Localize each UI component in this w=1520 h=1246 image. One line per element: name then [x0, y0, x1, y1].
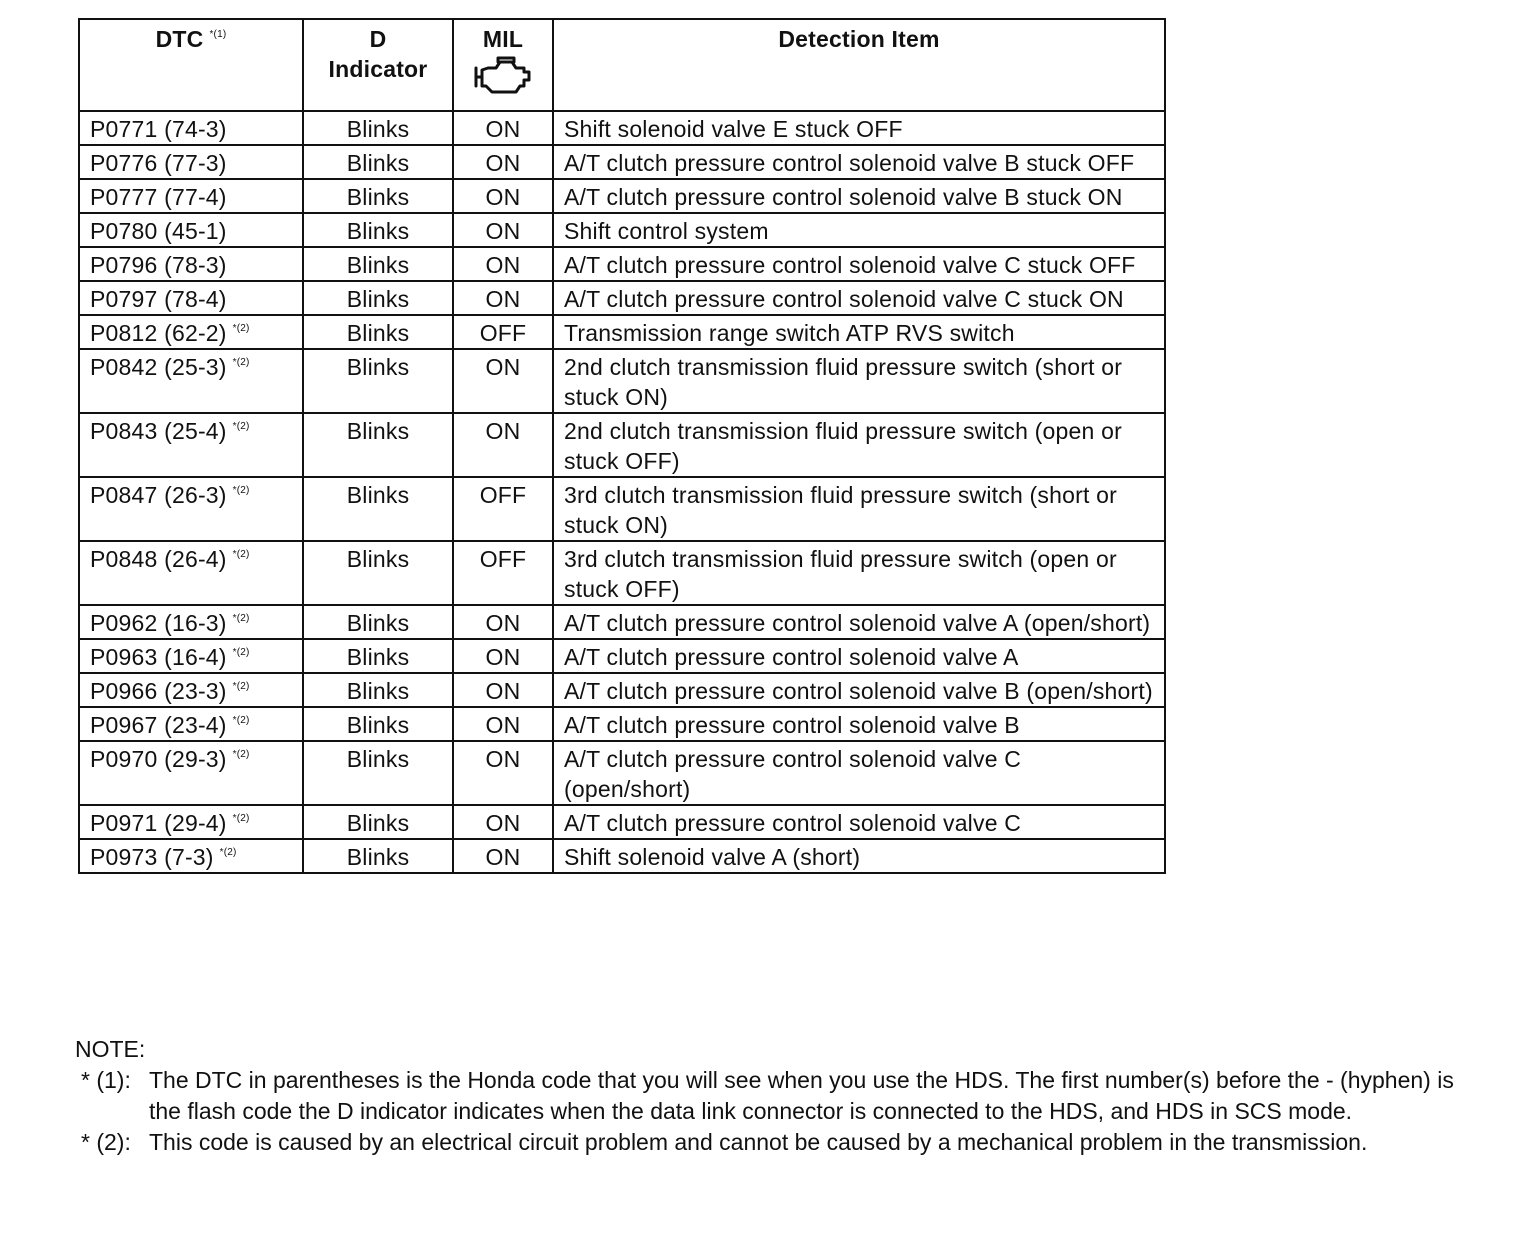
table-row [79, 111, 1165, 145]
header-d-indicator [303, 19, 453, 111]
dtc-footnote: *(2) [232, 549, 250, 560]
mil-cell: ON [453, 639, 553, 673]
table-row [79, 673, 1165, 707]
dtc-code: P0962 (16-3) [90, 610, 227, 636]
detection-item-cell: 3rd clutch transmission fluid pressure switch (short or stuck ON) [553, 477, 1165, 541]
table-row [79, 805, 1165, 839]
mil-cell: OFF [453, 477, 553, 541]
dtc-cell [79, 213, 303, 247]
header-mil-label: MIL [482, 26, 524, 52]
mil-cell: ON [453, 839, 553, 873]
mil-cell: ON [453, 247, 553, 281]
dtc-cell [79, 741, 303, 805]
dtc-code: P0963 (16-4) [90, 644, 227, 670]
table-row [79, 639, 1165, 673]
detection-item-cell: Shift solenoid valve A (short) [553, 839, 1165, 873]
d-indicator-cell: Blinks [303, 145, 453, 179]
table-row [79, 477, 1165, 541]
header-dtc [79, 19, 303, 111]
dtc-code: P0812 (62-2) [90, 320, 227, 346]
d-indicator-cell: Blinks [303, 707, 453, 741]
note-item [75, 1065, 1455, 1127]
dtc-cell [79, 639, 303, 673]
dtc-cell [79, 315, 303, 349]
detection-item-cell: A/T clutch pressure control solenoid valve C stuck OFF [553, 247, 1165, 281]
dtc-cell [79, 805, 303, 839]
table-row [79, 179, 1165, 213]
mil-cell: ON [453, 805, 553, 839]
dtc-cell [79, 707, 303, 741]
dtc-footnote: *(2) [232, 647, 250, 658]
dtc-cell [79, 839, 303, 873]
mil-cell: ON [453, 213, 553, 247]
table-row [79, 145, 1165, 179]
d-indicator-cell: Blinks [303, 541, 453, 605]
dtc-code: P0776 (77-3) [90, 150, 227, 176]
note-text: This code is caused by an electrical circuit problem and cannot be caused by a mechanical problem in the transmission. [149, 1129, 1368, 1155]
mil-cell: ON [453, 111, 553, 145]
table-row [79, 741, 1165, 805]
table-header-row [79, 19, 1165, 111]
d-indicator-cell: Blinks [303, 673, 453, 707]
d-indicator-cell: Blinks [303, 111, 453, 145]
dtc-cell [79, 179, 303, 213]
detection-item-cell: A/T clutch pressure control solenoid valve A (open/short) [553, 605, 1165, 639]
mil-cell: ON [453, 413, 553, 477]
dtc-cell [79, 541, 303, 605]
note-key: * (1): [81, 1067, 131, 1093]
dtc-footnote: *(2) [232, 681, 250, 692]
mil-cell: OFF [453, 541, 553, 605]
dtc-code: P0970 (29-3) [90, 746, 227, 772]
dtc-footnote: *(2) [232, 323, 250, 334]
dtc-cell [79, 413, 303, 477]
dtc-code: P0966 (23-3) [90, 678, 227, 704]
header-mil [453, 19, 553, 111]
dtc-code: P0971 (29-4) [90, 810, 227, 836]
detection-item-cell: A/T clutch pressure control solenoid valve B (open/short) [553, 673, 1165, 707]
note-text: The DTC in parentheses is the Honda code that you will see when you use the HDS. The first number(s) before the - (hyphen) is the flash code the D indicator indicates when the data link connector is connected to the HDS, and HDS in SCS mode. [149, 1067, 1454, 1124]
dtc-code: P0848 (26-4) [90, 546, 227, 572]
d-indicator-cell: Blinks [303, 315, 453, 349]
table-row [79, 281, 1165, 315]
notes-section [75, 1034, 1455, 1158]
check-engine-icon [472, 56, 534, 96]
table-row [79, 605, 1165, 639]
detection-item-cell: A/T clutch pressure control solenoid valve C stuck ON [553, 281, 1165, 315]
table-row [79, 247, 1165, 281]
table-row [79, 349, 1165, 413]
dtc-footnote: *(2) [232, 749, 250, 760]
dtc-cell [79, 605, 303, 639]
detection-item-cell: Transmission range switch ATP RVS switch [553, 315, 1165, 349]
note-key: * (2): [81, 1129, 131, 1155]
detection-item-cell: A/T clutch pressure control solenoid valve C (open/short) [553, 741, 1165, 805]
mil-cell: ON [453, 179, 553, 213]
mil-cell: OFF [453, 315, 553, 349]
mil-cell: ON [453, 741, 553, 805]
dtc-code: P0847 (26-3) [90, 482, 227, 508]
dtc-table [78, 18, 1166, 874]
d-indicator-cell: Blinks [303, 741, 453, 805]
detection-item-cell: 2nd clutch transmission fluid pressure switch (open or stuck OFF) [553, 413, 1165, 477]
detection-item-cell: A/T clutch pressure control solenoid valve C [553, 805, 1165, 839]
detection-item-cell: Shift solenoid valve E stuck OFF [553, 111, 1165, 145]
table-body [79, 111, 1165, 873]
dtc-code: P0797 (78-4) [90, 286, 227, 312]
header-dtc-label: DTC [155, 26, 204, 52]
dtc-footnote: *(2) [219, 847, 237, 858]
table-row [79, 839, 1165, 873]
dtc-code: P0973 (7-3) [90, 844, 214, 870]
dtc-footnote: *(2) [232, 421, 250, 432]
d-indicator-cell: Blinks [303, 477, 453, 541]
detection-item-cell: A/T clutch pressure control solenoid valve B stuck ON [553, 179, 1165, 213]
dtc-code: P0967 (23-4) [90, 712, 227, 738]
table-row [79, 541, 1165, 605]
header-dtc-footnote: *(1) [209, 29, 227, 40]
header-d-line2: Indicator [328, 56, 428, 82]
dtc-code: P0777 (77-4) [90, 184, 227, 210]
detection-item-cell: Shift control system [553, 213, 1165, 247]
header-detection-item: Detection Item [553, 19, 1165, 111]
d-indicator-cell: Blinks [303, 839, 453, 873]
dtc-cell [79, 145, 303, 179]
table-row [79, 213, 1165, 247]
dtc-cell [79, 349, 303, 413]
detection-item-cell: 2nd clutch transmission fluid pressure switch (short or stuck ON) [553, 349, 1165, 413]
dtc-cell [79, 281, 303, 315]
d-indicator-cell: Blinks [303, 349, 453, 413]
dtc-code: P0780 (45-1) [90, 218, 227, 244]
d-indicator-cell: Blinks [303, 605, 453, 639]
dtc-cell [79, 111, 303, 145]
dtc-code: P0842 (25-3) [90, 354, 227, 380]
mil-cell: ON [453, 673, 553, 707]
mil-cell: ON [453, 349, 553, 413]
note-item [75, 1127, 1455, 1158]
d-indicator-cell: Blinks [303, 639, 453, 673]
dtc-footnote: *(2) [232, 485, 250, 496]
detection-item-cell: A/T clutch pressure control solenoid valve A [553, 639, 1165, 673]
mil-cell: ON [453, 281, 553, 315]
dtc-cell [79, 673, 303, 707]
dtc-footnote: *(2) [232, 813, 250, 824]
d-indicator-cell: Blinks [303, 247, 453, 281]
dtc-footnote: *(2) [232, 715, 250, 726]
mil-cell: ON [453, 145, 553, 179]
mil-cell: ON [453, 605, 553, 639]
dtc-cell [79, 247, 303, 281]
dtc-footnote: *(2) [232, 357, 250, 368]
dtc-cell [79, 477, 303, 541]
d-indicator-cell: Blinks [303, 179, 453, 213]
d-indicator-cell: Blinks [303, 413, 453, 477]
mil-cell: ON [453, 707, 553, 741]
dtc-code: P0771 (74-3) [90, 116, 227, 142]
dtc-code: P0796 (78-3) [90, 252, 227, 278]
table-row [79, 315, 1165, 349]
table-row [79, 413, 1165, 477]
header-d-line1: D [369, 26, 387, 52]
dtc-footnote: *(2) [232, 613, 250, 624]
dtc-code: P0843 (25-4) [90, 418, 227, 444]
d-indicator-cell: Blinks [303, 213, 453, 247]
d-indicator-cell: Blinks [303, 805, 453, 839]
d-indicator-cell: Blinks [303, 281, 453, 315]
table-row [79, 707, 1165, 741]
detection-item-cell: A/T clutch pressure control solenoid valve B stuck OFF [553, 145, 1165, 179]
note-title: NOTE: [75, 1036, 146, 1062]
detection-item-cell: 3rd clutch transmission fluid pressure switch (open or stuck OFF) [553, 541, 1165, 605]
detection-item-cell: A/T clutch pressure control solenoid valve B [553, 707, 1165, 741]
